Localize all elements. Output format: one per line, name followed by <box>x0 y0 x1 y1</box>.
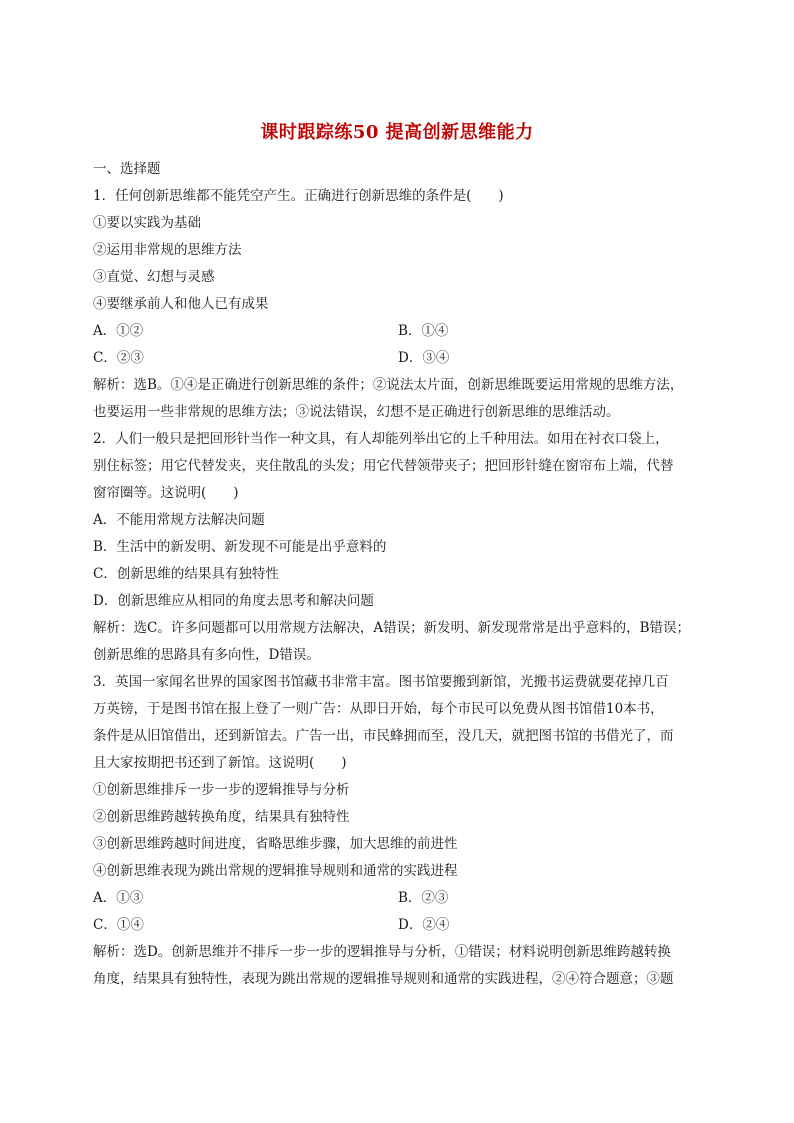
question-3-stem: 且大家按期把书还到了新馆。这说明( ) <box>93 755 347 771</box>
question-2-stem: 别住标签；用它代替发夹，夹住散乱的头发；用它代替领带夹子；把回形针缝在窗帘布上端，代替 <box>93 458 674 474</box>
question-1-analysis: 解析：选B。①④是正确进行创新思维的条件；②说法太片面，创新思维既要运用常规的思维方法， <box>93 377 684 393</box>
question-2-analysis: 解析：选C。许多问题都可以用常规方法解决，A错误；新发明、新发现常常是出乎意料的，B错误； <box>93 620 690 636</box>
question-2-option-d: D．创新思维应从相同的角度去思考和解决问题 <box>93 593 374 609</box>
question-1-options-row <box>93 318 707 345</box>
question-1-item: ③直觉、幻想与灵感 <box>93 269 215 285</box>
question-1-options-row <box>93 345 707 372</box>
question-1-option-d: D．③④ <box>398 350 450 366</box>
page-title: 课时跟踪练50 提高创新思维能力 <box>260 122 534 143</box>
question-3-item: ①创新思维排斥一步一步的逻辑推导与分析 <box>93 782 350 798</box>
question-1-option-a: A．①② <box>93 323 144 339</box>
question-3-stem: 万英镑，于是图书馆在报上登了一则广告：从即日开始，每个市民可以免费从图书馆借10本书， <box>93 701 664 717</box>
question-3-option-d: D．②④ <box>398 917 450 933</box>
question-1-stem: 1．任何创新思维都不能凭空产生。正确进行创新思维的条件是( ) <box>93 188 504 204</box>
question-1-option-b: B．①④ <box>398 323 449 339</box>
question-1-option-c: C．②③ <box>93 350 144 366</box>
question-3-option-a: A．①③ <box>93 890 144 906</box>
question-3-analysis: 角度，结果具有独特性，表现为跳出常规的逻辑推导规则和通常的实践进程，②④符合题意；③题 <box>93 971 674 987</box>
section-heading: 一、选择题 <box>93 161 161 177</box>
question-2-analysis: 创新思维的思路具有多向性，D错误。 <box>93 647 320 663</box>
question-3-item: ③创新思维跨越时间进度，省略思维步骤，加大思维的前进性 <box>93 836 458 852</box>
question-2-option-c: C．创新思维的结果具有独特性 <box>93 566 279 582</box>
question-1-item: ④要继承前人和他人已有成果 <box>93 296 269 312</box>
question-3-item: ④创新思维表现为跳出常规的逻辑推导规则和通常的实践进程 <box>93 863 458 879</box>
question-2-stem: 2．人们一般只是把回形针当作一种文具，有人却能列举出它的上千种用法。如用在衬衣口袋上， <box>93 431 669 447</box>
question-3-item: ②创新思维跨越转换角度，结果具有独特性 <box>93 809 350 825</box>
question-1-analysis: 也要运用一些非常规的思维方法；③说法错误，幻想不是正确进行创新思维的思维活动。 <box>93 404 620 420</box>
question-3-option-c: C．①④ <box>93 917 144 933</box>
question-3-stem: 条件是从旧馆借出，还到新馆去。广告一出，市民蜂拥而至，没几天，就把图书馆的书借光了，而 <box>93 728 674 744</box>
question-3-stem: 3．英国一家闻名世界的国家图书馆藏书非常丰富。图书馆要搬到新馆，光搬书运费就要花掉几百 <box>93 674 669 690</box>
question-2-option-b: B．生活中的新发明、新发现不可能是出乎意料的 <box>93 539 387 555</box>
question-2-option-a: A．不能用常规方法解决问题 <box>93 512 265 528</box>
question-3-options-row <box>93 912 707 939</box>
question-3-analysis: 解析：选D。创新思维并不排斥一步一步的逻辑推导与分析，①错误；材料说明创新思维跨越转换 <box>93 944 671 960</box>
question-3-option-b: B．②③ <box>398 890 449 906</box>
question-1-item: ①要以实践为基础 <box>93 215 201 231</box>
question-2-stem: 窗帘圈等。这说明( ) <box>93 485 239 501</box>
question-3-options-row <box>93 885 707 912</box>
question-1-item: ②运用非常规的思维方法 <box>93 242 242 258</box>
document-body <box>93 156 707 993</box>
